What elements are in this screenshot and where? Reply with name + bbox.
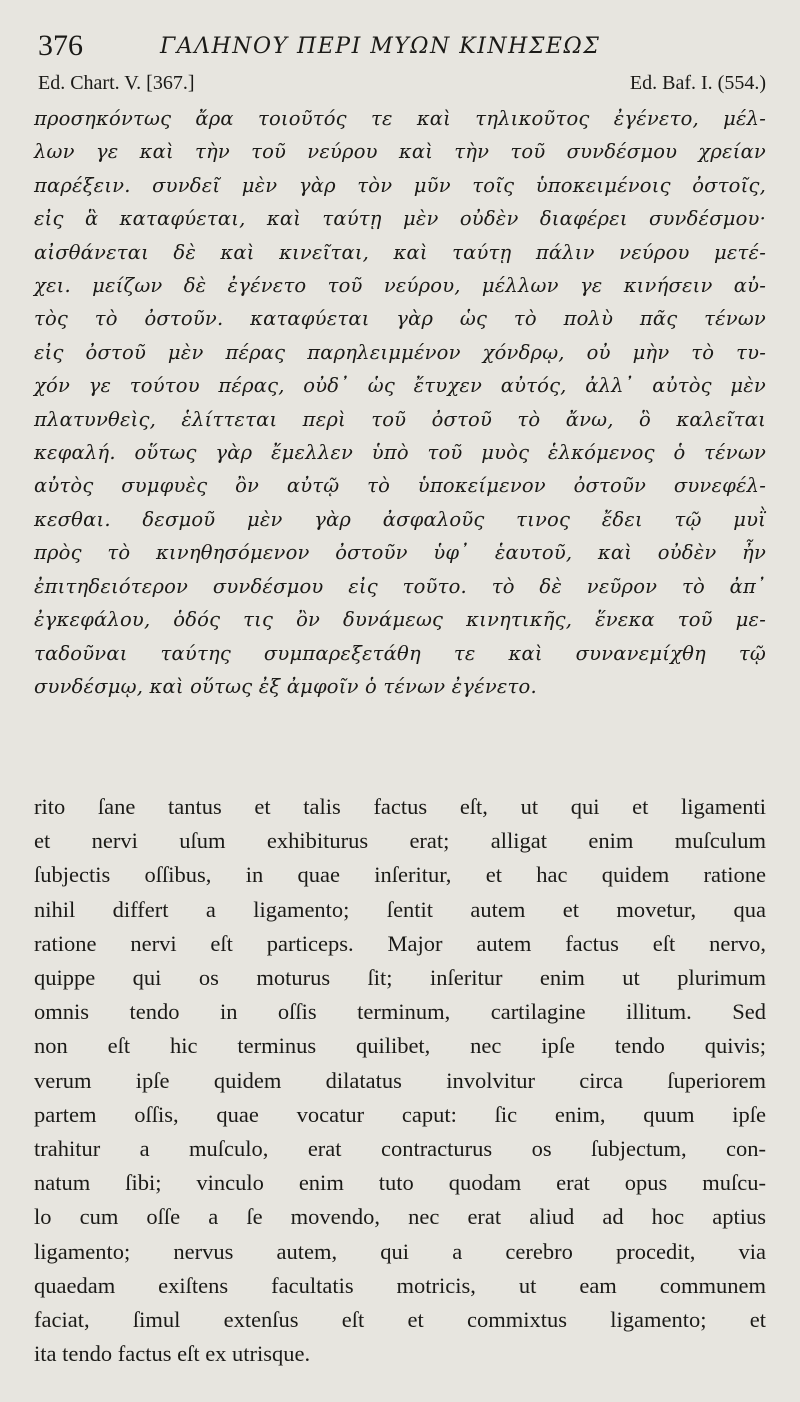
latin-text-block: [34, 790, 766, 1371]
greek-line: κεσθαι. δεσμοῦ μὲν γὰρ ἀσφαλοῦς τινος ἔδει τῷ μυῒ: [34, 507, 766, 531]
latin-line: ratione nervi eſt particeps. Major autem factus eſt nervo,: [34, 930, 766, 956]
latin-line: et nervi uſum exhibiturus erat; alligat enim muſculum: [34, 828, 766, 854]
greek-text-block: [34, 102, 766, 703]
running-title: ΓΑΛΗΝΟΥ ΠΕΡΙ ΜΥΩΝ ΚΙΝΗΣΕΩΣ: [160, 34, 601, 59]
edition-references: [34, 68, 766, 98]
greek-line: συνδέσμῳ, καὶ οὕτως ἐξ ἀμφοῖν ὁ τένων ἐγένετο.: [34, 674, 537, 698]
latin-line: faciat, ſimul extenſus eſt et commixtus ligamento; et: [34, 1307, 766, 1333]
greek-line: αὐτὸς συμφυὲς ὂν αὐτῷ τὸ ὑποκείμενον ὀστοῦν συνεφέλ-: [34, 474, 766, 498]
edition-reference-basel: Ed. Baf. I. (554.): [629, 72, 766, 94]
greek-line: τὸς τὸ ὀστοῦν. καταφύεται γὰρ ὡς τὸ πολὺ πᾶς τένων: [34, 307, 766, 331]
greek-line: εἰς ὀστοῦ μὲν πέρας παρηλειμμένον χόνδρῳ, οὐ μὴν τὸ τυ-: [34, 340, 766, 364]
greek-line: λων γε καὶ τὴν τοῦ νεύρου καὶ τὴν τοῦ συνδέσμου χρείαν: [34, 140, 766, 164]
latin-line: lo cum oſſe a ſe movendo, nec erat aliud ad hoc aptius: [34, 1204, 766, 1230]
greek-line: παρέξειν. συνδεῖ μὲν γὰρ τὸν μῦν τοῖς ὑποκειμένοις ὀστοῖς,: [34, 173, 766, 197]
latin-line: nihil differt a ligamento; ſentit autem et movetur, qua: [34, 896, 766, 922]
latin-line: trahitur a muſculo, erat contracturus os ſubjectum, con-: [34, 1136, 766, 1162]
greek-line: πλατυνθεὶς, ἑλίττεται περὶ τοῦ ὀστοῦ τὸ ἄνω, ὃ καλεῖται: [34, 407, 766, 431]
greek-line: αἰσθάνεται δὲ καὶ κινεῖται, καὶ ταύτῃ πάλιν νεύρου μετέ-: [34, 240, 766, 264]
greek-line: ἐγκεφάλου, ὁδός τις ὂν δυνάμεως κινητικῆς, ἕνεκα τοῦ με-: [34, 608, 766, 632]
latin-line: natum ſibi; vinculo enim tuto quodam erat opus muſcu-: [34, 1170, 766, 1196]
latin-line: ita tendo factus eſt ex utrisque.: [34, 1341, 311, 1367]
latin-line: verum ipſe quidem dilatatus involvitur circa ſuperiorem: [34, 1067, 766, 1093]
greek-line: εἰς ἃ καταφύεται, καὶ ταύτῃ μὲν οὐδὲν διαφέρει συνδέσμου·: [34, 207, 766, 231]
latin-line: quaedam exiſtens facultatis motricis, ut eam communem: [34, 1272, 766, 1298]
greek-line: ταδοῦναι ταύτης συμπαρεξετάθη τε καὶ συνανεμίχθη τῷ: [34, 641, 766, 665]
latin-line: omnis tendo in oſſis terminum, cartilagine illitum. Sed: [34, 999, 766, 1025]
latin-line: quippe qui os moturus ſit; inſeritur enim ut plurimum: [34, 965, 766, 991]
latin-line: rito ſane tantus et talis factus eſt, ut qui et ligamenti: [34, 794, 766, 819]
greek-line: χει. μείζων δὲ ἐγένετο τοῦ νεύρου, μέλλων γε κινήσειν αὐ-: [34, 274, 766, 298]
latin-line: partem oſſis, quae vocatur caput: ſic enim, quum ipſe: [34, 1101, 766, 1127]
greek-line: χόν γε τούτου πέρας, οὐδ᾽ ὡς ἔτυχεν αὐτός, ἀλλ᾽ αὐτὸς μὲν: [34, 374, 766, 398]
latin-line: ſubjectis oſſibus, in quae inſeritur, et hac quidem ratione: [34, 862, 766, 888]
page-number: 376: [38, 29, 83, 62]
greek-line: προσηκόντως ἄρα τοιοῦτός τε καὶ τηλικοῦτος ἐγένετο, μέλ-: [34, 107, 766, 130]
greek-line: πρὸς τὸ κινηθησόμενον ὀστοῦν ὑφ᾽ ἑαυτοῦ, καὶ οὐδὲν ἦν: [34, 541, 766, 565]
latin-line: ligamento; nervus autem, qui a cerebro procedit, via: [34, 1238, 766, 1264]
page-header: [34, 28, 766, 68]
greek-line: κεφαλή. οὕτως γὰρ ἔμελλεν ὑπὸ τοῦ μυὸς ἑλκόμενος ὁ τένων: [34, 441, 766, 465]
edition-reference-chartier: Ed. Chart. V. [367.]: [38, 72, 195, 94]
greek-line: ἐπιτηδειότερον συνδέσμου εἰς τοῦτο. τὸ δὲ νεῦρον τὸ ἀπ᾽: [34, 574, 766, 598]
latin-line: non eſt hic terminus quilibet, nec ipſe tendo quivis;: [34, 1033, 766, 1059]
